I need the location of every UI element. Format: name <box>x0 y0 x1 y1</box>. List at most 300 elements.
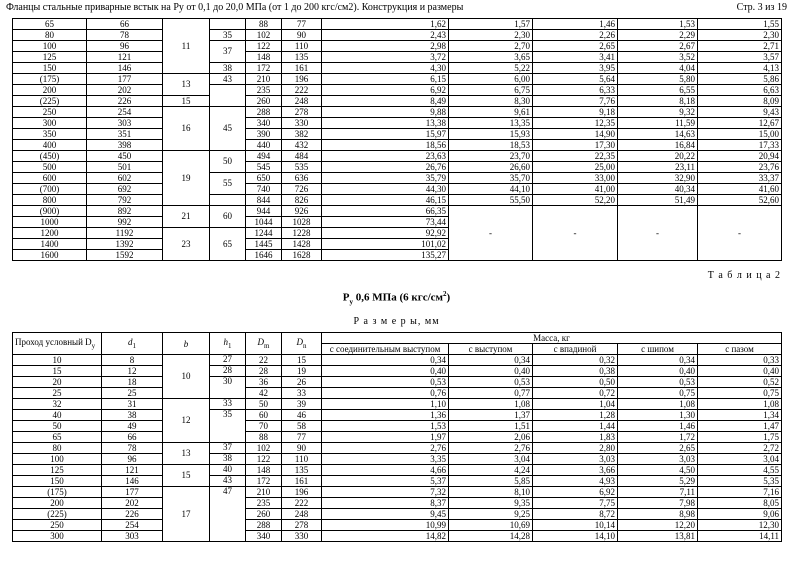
table-cell: 1,28 <box>533 410 618 421</box>
table-cell: 222 <box>282 85 322 96</box>
table-cell: 0,33 <box>698 355 782 366</box>
table-row <box>13 487 782 498</box>
table-cell: 8,30 <box>449 96 533 107</box>
table-cell: 23,11 <box>618 162 698 173</box>
pressure-subtitle <box>0 290 793 306</box>
table-cell: 60 <box>246 410 282 421</box>
table-cell: 73,44 <box>322 217 449 228</box>
table-cell: 1,57 <box>449 19 533 30</box>
table-cell: 77 <box>282 432 322 443</box>
table-row <box>13 410 782 421</box>
table-row <box>13 443 782 454</box>
table-cell: 2,76 <box>322 443 449 454</box>
table-cell: 5,22 <box>449 63 533 74</box>
table-cell: (175) <box>13 487 102 498</box>
flange-table-pu06 <box>12 332 782 542</box>
table-cell: 102 <box>246 30 282 41</box>
table-row <box>13 162 782 173</box>
table-cell: 148 <box>246 465 282 476</box>
table-cell: 6,75 <box>449 85 533 96</box>
table-cell: 15 <box>13 366 102 377</box>
table-cell: 2,30 <box>698 30 782 41</box>
table-cell: 400 <box>13 140 87 151</box>
table-cell: 96 <box>102 454 163 465</box>
table-cell: 8,10 <box>449 487 533 498</box>
table-cell: 161 <box>282 63 322 74</box>
col-mass-male: с выступом <box>449 344 533 355</box>
table-cell: 5,35 <box>698 476 782 487</box>
table-cell: 0,40 <box>449 366 533 377</box>
table-row <box>13 520 782 531</box>
table-cell: 494 <box>246 151 282 162</box>
table-row <box>13 74 782 85</box>
table-cell: 382 <box>282 129 322 140</box>
table-cell: 12,67 <box>698 118 782 129</box>
table-cell: 44,30 <box>322 184 449 195</box>
table-row <box>13 206 782 217</box>
table-cell: 992 <box>87 217 163 228</box>
table-cell: 23,76 <box>698 162 782 173</box>
table-cell: 32 <box>13 399 102 410</box>
table-cell: 88 <box>246 432 282 443</box>
table-cell: 8,09 <box>698 96 782 107</box>
table-cell: 12,35 <box>533 118 618 129</box>
table-cell: 1028 <box>282 217 322 228</box>
table-cell: 3,35 <box>322 454 449 465</box>
table-cell: (900) <box>13 206 87 217</box>
hub-height-cell: 37 <box>210 443 246 454</box>
table-cell: 254 <box>87 107 163 118</box>
table-cell: 33 <box>282 388 322 399</box>
hub-height-cell: 43 <box>210 476 246 487</box>
subtitle-sup: 2 <box>443 290 447 298</box>
table-cell: 9,06 <box>698 509 782 520</box>
table-cell: 26 <box>282 377 322 388</box>
hub-height-cell: 35 <box>210 410 246 443</box>
table-cell: 300 <box>13 118 87 129</box>
table-cell: 600 <box>13 173 87 184</box>
table-cell: 1,36 <box>322 410 449 421</box>
table-cell: 135,27 <box>322 250 449 261</box>
table-cell: 1,10 <box>322 399 449 410</box>
dimensions-caption: Р а з м е р ы, мм <box>353 316 440 327</box>
table-cell: 28 <box>246 366 282 377</box>
table-cell: 100 <box>13 41 87 52</box>
table-cell: (450) <box>13 151 87 162</box>
table-cell: 3,04 <box>698 454 782 465</box>
table-cell: 20 <box>13 377 102 388</box>
table-cell: 2,65 <box>533 41 618 52</box>
table-cell: 1044 <box>246 217 282 228</box>
table-cell: 10 <box>13 355 102 366</box>
table-cell: 18,53 <box>449 140 533 151</box>
table-cell: 148 <box>246 52 282 63</box>
table-cell: 102 <box>246 443 282 454</box>
table-cell: 340 <box>246 531 282 542</box>
table-cell: 125 <box>13 52 87 63</box>
table-cell: 4,93 <box>533 476 618 487</box>
table-cell: 3,65 <box>449 52 533 63</box>
table-cell: 196 <box>282 487 322 498</box>
table-cell: 844 <box>246 195 282 206</box>
table-cell: 196 <box>282 74 322 85</box>
table-cell: 260 <box>246 96 282 107</box>
table-cell: 2,70 <box>449 41 533 52</box>
table-cell: 121 <box>87 52 163 63</box>
col-h1: $h_1$ <box>210 333 246 355</box>
table-cell: 6,15 <box>322 74 449 85</box>
col-dm: $D_m$ <box>246 333 282 355</box>
document-title: Фланцы стальные приварные встык на Ру от 0,1 до 20,0 МПа (от 1 до 200 кгс/см2). Конструкция и размеры <box>6 2 464 13</box>
hub-height-cell: 38 <box>210 63 246 74</box>
table-cell: 1,30 <box>618 410 698 421</box>
table-cell: 15,97 <box>322 129 449 140</box>
table-cell: 39 <box>282 399 322 410</box>
table-cell: 200 <box>13 85 87 96</box>
flange-thickness-cell: 15 <box>163 96 210 107</box>
hub-height-cell: 35 <box>210 30 246 41</box>
table-cell: 726 <box>282 184 322 195</box>
table-cell: 41,60 <box>698 184 782 195</box>
hub-height-cell: 28 <box>210 366 246 377</box>
table-row <box>13 399 782 410</box>
table-cell: 1,51 <box>449 421 533 432</box>
table-cell: 5,86 <box>698 74 782 85</box>
table-row <box>13 63 782 74</box>
table-cell: 4,66 <box>322 465 449 476</box>
table-cell: 1000 <box>13 217 87 228</box>
table-cell: 4,04 <box>618 63 698 74</box>
table-row <box>13 19 782 30</box>
table-cell: 1,72 <box>618 432 698 443</box>
table-cell: 23,70 <box>449 151 533 162</box>
table-cell: 3,41 <box>533 52 618 63</box>
table-cell: 23,63 <box>322 151 449 162</box>
mass-dash-cell: - <box>698 206 782 261</box>
hub-height-cell: 45 <box>210 107 246 151</box>
table-cell: 2,29 <box>618 30 698 41</box>
table-cell: 1,34 <box>698 410 782 421</box>
table-cell: 235 <box>246 85 282 96</box>
table-row <box>13 195 782 206</box>
table-cell: 0,34 <box>449 355 533 366</box>
table-cell: 1,08 <box>618 399 698 410</box>
table-cell: 66 <box>87 19 163 30</box>
page-header <box>6 2 787 14</box>
table-cell: 66 <box>102 432 163 443</box>
table-cell: (700) <box>13 184 87 195</box>
flange-thickness-cell: 13 <box>163 443 210 465</box>
mass-dash-cell: - <box>449 206 533 261</box>
table-cell: 3,04 <box>449 454 533 465</box>
table-cell: 25 <box>102 388 163 399</box>
table-cell: 110 <box>282 41 322 52</box>
hub-height-cell <box>210 19 246 30</box>
table-row <box>13 421 782 432</box>
table-cell: 78 <box>102 443 163 454</box>
table-cell: 8,98 <box>618 509 698 520</box>
table-cell: 210 <box>246 74 282 85</box>
mass-dash-cell: - <box>533 206 618 261</box>
table-cell: 135 <box>282 52 322 63</box>
table-cell: 8,49 <box>322 96 449 107</box>
subtitle-close: ) <box>446 291 451 304</box>
flange-thickness-cell: 12 <box>163 399 210 443</box>
col-nominal-bore: Проход условный $D_у$ <box>13 333 102 355</box>
table-cell: 0,53 <box>449 377 533 388</box>
table-row <box>13 388 782 399</box>
table-cell: 7,16 <box>698 487 782 498</box>
table-cell: 4,24 <box>449 465 533 476</box>
table-cell: 278 <box>282 107 322 118</box>
table-cell: 35,79 <box>322 173 449 184</box>
table-cell: 340 <box>246 118 282 129</box>
table-cell: 9,25 <box>449 509 533 520</box>
table-cell: 303 <box>102 531 163 542</box>
flange-thickness-cell: 17 <box>163 487 210 542</box>
table-cell: 602 <box>87 173 163 184</box>
table-cell: 1,53 <box>618 19 698 30</box>
table-cell: 0,52 <box>698 377 782 388</box>
table-cell: 1,37 <box>449 410 533 421</box>
table-cell: 1,04 <box>533 399 618 410</box>
table-row <box>13 107 782 118</box>
table-cell: 13,35 <box>449 118 533 129</box>
table-cell: 55,50 <box>449 195 533 206</box>
table-cell: 32,90 <box>618 173 698 184</box>
flange-table-continued <box>12 18 782 261</box>
table-cell: 3,72 <box>322 52 449 63</box>
table-cell: 10,69 <box>449 520 533 531</box>
table-cell: 4,55 <box>698 465 782 476</box>
table-cell: 8,18 <box>618 96 698 107</box>
table-cell: 892 <box>87 206 163 217</box>
table-cell: 1,97 <box>322 432 449 443</box>
table-cell: 1,62 <box>322 19 449 30</box>
table-cell: 7,32 <box>322 487 449 498</box>
table-row <box>13 432 782 443</box>
table-cell: 177 <box>87 74 163 85</box>
table-cell: (225) <box>13 96 87 107</box>
table-row <box>13 118 782 129</box>
table-cell: 450 <box>87 151 163 162</box>
table-cell: 10,14 <box>533 520 618 531</box>
table-cell: 1228 <box>282 228 322 239</box>
table-cell: (175) <box>13 74 87 85</box>
table-cell: 8,72 <box>533 509 618 520</box>
table-cell: 330 <box>282 118 322 129</box>
table-cell: 5,64 <box>533 74 618 85</box>
table-cell: 250 <box>13 107 87 118</box>
table-cell: 14,63 <box>618 129 698 140</box>
table-cell: 110 <box>282 454 322 465</box>
table-cell: 150 <box>13 476 102 487</box>
col-mass-groove: с пазом <box>698 344 782 355</box>
table-cell: 9,88 <box>322 107 449 118</box>
table-cell: 248 <box>282 509 322 520</box>
table-cell: (225) <box>13 509 102 520</box>
col-d1: $d_1$ <box>102 333 163 355</box>
table-cell: 248 <box>282 96 322 107</box>
table-cell: 0,40 <box>322 366 449 377</box>
hub-height-cell: 55 <box>210 173 246 195</box>
table-cell: 146 <box>87 63 163 74</box>
table-cell: 0,38 <box>533 366 618 377</box>
table-cell: 0,40 <box>698 366 782 377</box>
table-cell: 22,35 <box>533 151 618 162</box>
table-cell: 25 <box>13 388 102 399</box>
table-cell: 0,75 <box>698 388 782 399</box>
table-cell: 100 <box>13 454 102 465</box>
table-cell: 1,44 <box>533 421 618 432</box>
table-row <box>13 85 782 96</box>
table-cell: 1445 <box>246 239 282 250</box>
table-cell: 50 <box>246 399 282 410</box>
table-row <box>13 509 782 520</box>
col-mass-group: Масса, кг <box>322 333 782 344</box>
table-cell: 41,00 <box>533 184 618 195</box>
table-cell: 14,82 <box>322 531 449 542</box>
table-cell: 12,20 <box>618 520 698 531</box>
table-cell: 2,06 <box>449 432 533 443</box>
col-mass-raised-face: с соединительным выступом <box>322 344 449 355</box>
table-cell: 8,37 <box>322 498 449 509</box>
table-cell: 65 <box>13 432 102 443</box>
table-cell: 351 <box>87 129 163 140</box>
table-row <box>13 366 782 377</box>
table-cell: 0,53 <box>322 377 449 388</box>
table-cell: 3,03 <box>618 454 698 465</box>
table-cell: 77 <box>282 19 322 30</box>
table-cell: 0,50 <box>533 377 618 388</box>
table-cell: 80 <box>13 443 102 454</box>
table-cell: 1428 <box>282 239 322 250</box>
hub-height-cell: 50 <box>210 151 246 173</box>
table-cell: 4,13 <box>698 63 782 74</box>
hub-height-cell <box>210 195 246 206</box>
table-cell: 20,22 <box>618 151 698 162</box>
table-cell: 0,72 <box>533 388 618 399</box>
table-cell: 740 <box>246 184 282 195</box>
table-cell: 0,34 <box>322 355 449 366</box>
table-cell: 650 <box>246 173 282 184</box>
table-cell: 11,59 <box>618 118 698 129</box>
table-cell: 12,30 <box>698 520 782 531</box>
table-cell: 5,37 <box>322 476 449 487</box>
table-row <box>13 184 782 195</box>
table-cell: 5,85 <box>449 476 533 487</box>
table-cell: 80 <box>13 30 87 41</box>
table-cell: 2,43 <box>322 30 449 41</box>
table-cell: 14,28 <box>449 531 533 542</box>
table-cell: 125 <box>13 465 102 476</box>
table-row <box>13 498 782 509</box>
mass-dash-cell: - <box>618 206 698 261</box>
table-cell: 390 <box>246 129 282 140</box>
flange-thickness-cell: 21 <box>163 206 210 228</box>
table-cell: 6,55 <box>618 85 698 96</box>
table-cell: 26,76 <box>322 162 449 173</box>
table-cell: 9,32 <box>618 107 698 118</box>
table-row <box>13 355 782 366</box>
table-cell: 9,43 <box>698 107 782 118</box>
table-cell: 96 <box>87 41 163 52</box>
table-cell: 1244 <box>246 228 282 239</box>
table-cell: 1600 <box>13 250 87 261</box>
table-cell: 6,63 <box>698 85 782 96</box>
table-cell: 2,71 <box>698 41 782 52</box>
table-row <box>13 129 782 140</box>
table-cell: 14,11 <box>698 531 782 542</box>
hub-height-cell: 38 <box>210 454 246 465</box>
table-cell: 8 <box>102 355 163 366</box>
subtitle-rest: 0,6 МПа (6 кгс/см <box>353 291 444 304</box>
table-cell: 46 <box>282 410 322 421</box>
table-cell: 500 <box>13 162 87 173</box>
table-cell: 2,65 <box>618 443 698 454</box>
table-cell: 15,00 <box>698 129 782 140</box>
hub-height-cell: 30 <box>210 377 246 399</box>
hub-height-cell: 27 <box>210 355 246 366</box>
col-dn: $D_n$ <box>282 333 322 355</box>
hub-height-cell: 40 <box>210 465 246 476</box>
table-cell: 535 <box>282 162 322 173</box>
table-cell: 202 <box>102 498 163 509</box>
table-cell: 1,53 <box>322 421 449 432</box>
hub-height-cell: 37 <box>210 41 246 63</box>
table-row <box>13 140 782 151</box>
table-cell: 20,94 <box>698 151 782 162</box>
table-cell: 6,33 <box>533 85 618 96</box>
table-cell: 5,29 <box>618 476 698 487</box>
table-cell: 36 <box>246 377 282 388</box>
table-cell: 14,10 <box>533 531 618 542</box>
table-cell: 235 <box>246 498 282 509</box>
table-cell: 161 <box>282 476 322 487</box>
table-cell: 2,67 <box>618 41 698 52</box>
table-cell: 1392 <box>87 239 163 250</box>
table-cell: 0,76 <box>322 388 449 399</box>
table-cell: 146 <box>102 476 163 487</box>
hub-height-cell: 65 <box>210 228 246 261</box>
table-cell: 40,34 <box>618 184 698 195</box>
table-cell: 1400 <box>13 239 87 250</box>
table-cell: 15,93 <box>449 129 533 140</box>
table-cell: 2,76 <box>449 443 533 454</box>
table-cell: 3,57 <box>698 52 782 63</box>
table-cell: 150 <box>13 63 87 74</box>
table-cell: 50 <box>13 421 102 432</box>
table-cell: 17,33 <box>698 140 782 151</box>
table-cell: 13,38 <box>322 118 449 129</box>
table-cell: 38 <box>102 410 163 421</box>
table-cell: 42 <box>246 388 282 399</box>
table-cell: 1,46 <box>533 19 618 30</box>
table-row <box>13 465 782 476</box>
table-cell: 18,56 <box>322 140 449 151</box>
page-number: Стр. 3 из 19 <box>736 2 787 13</box>
table-number: Т а б л и ц а 2 <box>707 270 781 281</box>
table-cell: 58 <box>282 421 322 432</box>
table-cell: 826 <box>282 195 322 206</box>
table-row <box>13 173 782 184</box>
table-cell: 1192 <box>87 228 163 239</box>
hub-height-cell: 33 <box>210 399 246 410</box>
table-cell: 1592 <box>87 250 163 261</box>
table-cell: 3,95 <box>533 63 618 74</box>
table-cell: 0,75 <box>618 388 698 399</box>
table-cell: 122 <box>246 454 282 465</box>
